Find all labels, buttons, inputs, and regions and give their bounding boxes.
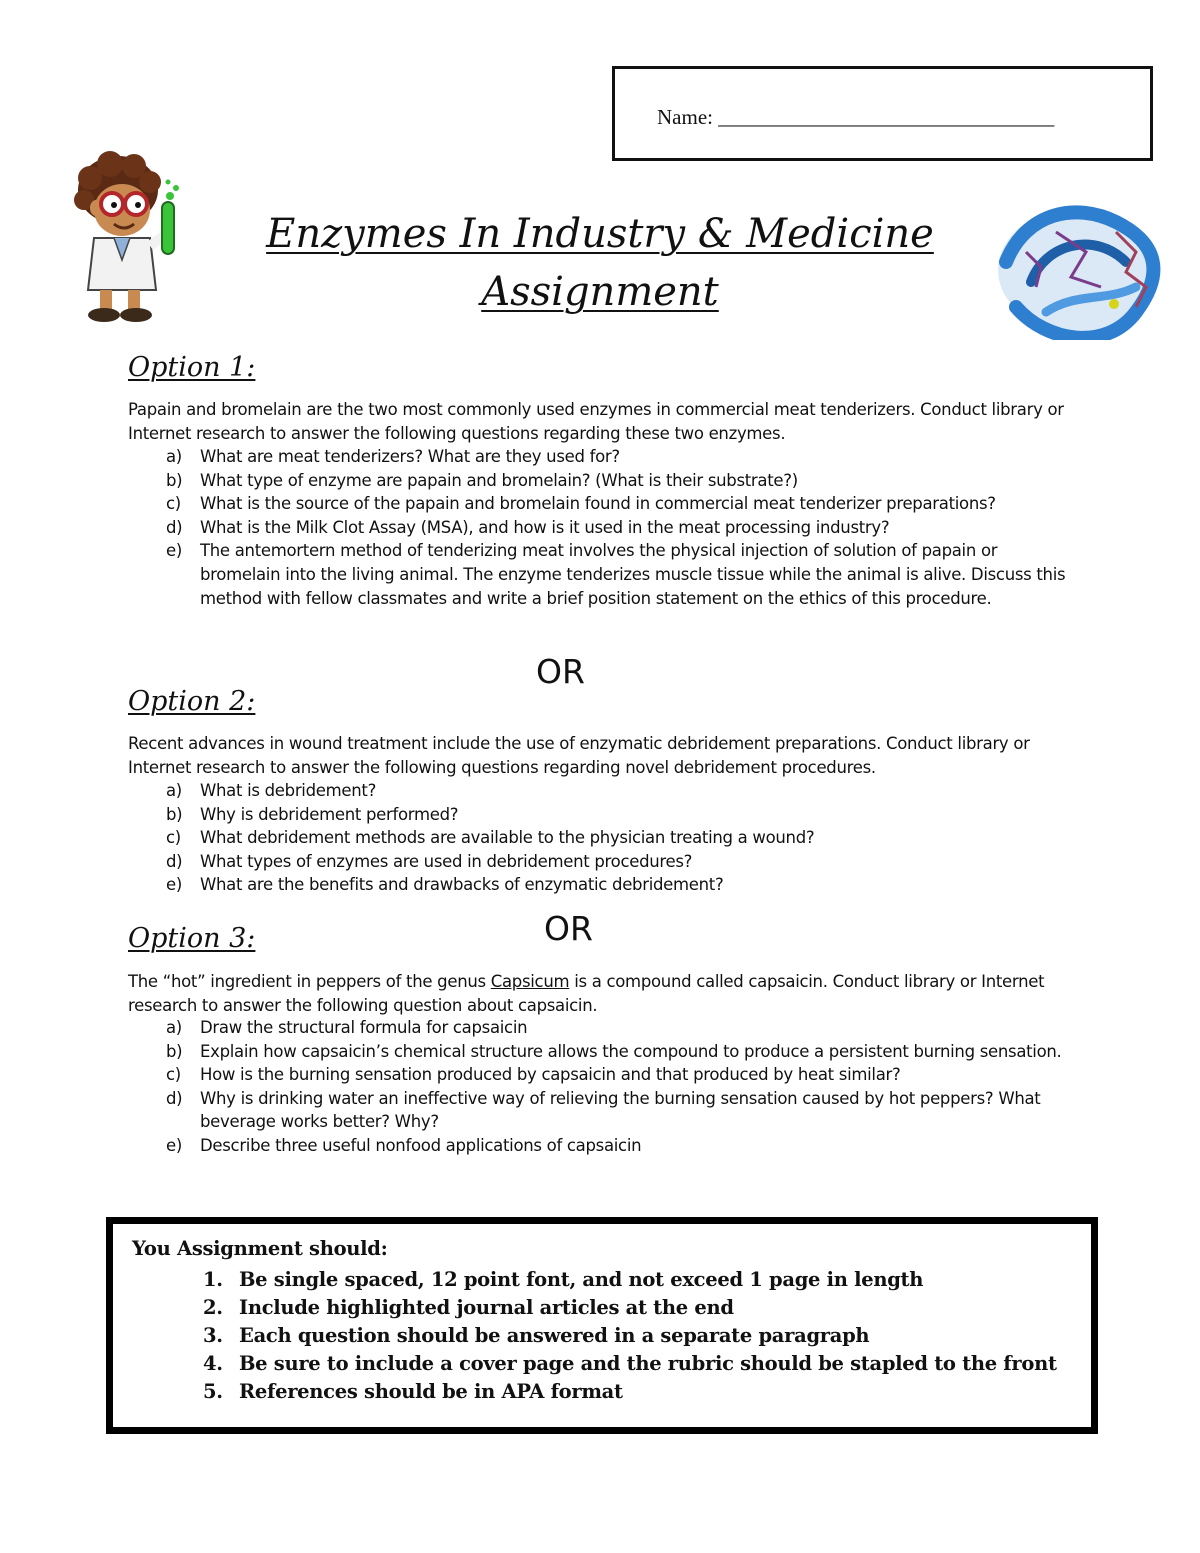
option-2-heading: Option 2: [128, 686, 256, 717]
intro-text: is a compound called capsaicin. Conduct library or Internet research to answer the following question about capsaicin. [128, 972, 1045, 1015]
list-item [203, 1294, 1057, 1322]
list-item [128, 539, 1068, 610]
title-line-2: Assignment [481, 269, 719, 315]
question-letter: b) [166, 1041, 183, 1061]
option-1-questions [128, 445, 1068, 610]
question-text: What is the source of the papain and bromelain found in commercial meat tenderizer preparations? [200, 494, 996, 514]
question-letter: b) [166, 470, 183, 490]
question-text: The antemortern method of tenderizing meat involves the physical injection of solution of papain or bromelain into the living animal. The enzyme tenderizes muscle tissue while the animal is alive. Discuss this method with fellow classmates and write a brief position statement on the ethics of this procedure. [200, 541, 1066, 608]
list-item [128, 445, 1068, 469]
list-item [128, 1016, 1068, 1040]
list-item [128, 516, 1068, 540]
question-text: Explain how capsaicin’s chemical structure allows the compound to produce a persistent burning sensation. [200, 1041, 1062, 1061]
name-box [612, 66, 1153, 161]
question-letter: a) [166, 1018, 182, 1037]
question-letter: c) [166, 494, 181, 514]
question-letter: c) [166, 1065, 181, 1085]
list-item [128, 873, 1068, 897]
list-item [203, 1378, 1057, 1406]
option-3-questions [128, 1016, 1068, 1158]
list-item [128, 803, 1068, 827]
list-item [128, 469, 1068, 493]
item-text: Be sure to include a cover page and the rubric should be stapled to the front [239, 1352, 1057, 1375]
option-1-intro: Papain and bromelain are the two most commonly used enzymes in commercial meat tenderizers. Conduct library or Internet research to answer the following questions regarding these two enzymes. [128, 400, 1064, 443]
item-text: Be single spaced, 12 point font, and not exceed 1 page in length [239, 1268, 924, 1291]
item-number: 2. [203, 1296, 223, 1319]
question-letter: a) [166, 781, 182, 800]
list-item [128, 850, 1068, 874]
list-item [128, 492, 1068, 516]
requirements-list [203, 1266, 1057, 1406]
list-item [128, 1087, 1068, 1134]
question-letter: d) [166, 517, 183, 537]
option-1-heading: Option 1: [128, 352, 256, 383]
title-line-1: Enzymes In Industry & Medicine [266, 211, 934, 257]
item-text: Each question should be answered in a separate paragraph [239, 1324, 870, 1347]
question-text: How is the burning sensation produced by capsaicin and that produced by heat similar? [200, 1065, 901, 1085]
question-letter: d) [166, 851, 183, 871]
question-text: What are the benefits and drawbacks of enzymatic debridement? [200, 875, 724, 895]
item-number: 4. [203, 1352, 223, 1375]
question-letter: e) [166, 875, 182, 895]
option-3-intro [128, 970, 1068, 1017]
item-text: References should be in APA format [239, 1380, 623, 1403]
option-2-questions [128, 779, 1068, 897]
question-text: What types of enzymes are used in debridement procedures? [200, 851, 693, 871]
enzyme-protein-structure-icon [986, 192, 1171, 340]
list-item [128, 1040, 1068, 1064]
question-text: What debridement methods are available to the physician treating a wound? [200, 828, 815, 848]
question-text: Draw the structural formula for capsaicin [200, 1018, 528, 1037]
list-item [128, 1134, 1068, 1158]
question-letter: c) [166, 828, 181, 848]
question-letter: d) [166, 1088, 183, 1108]
question-text: What is the Milk Clot Assay (MSA), and how is it used in the meat processing industry? [200, 517, 890, 537]
question-text: Describe three useful nonfood applications of capsaicin [200, 1135, 642, 1155]
page-title [200, 205, 1000, 321]
option-3-heading: Option 3: [128, 923, 256, 954]
question-letter: e) [166, 1135, 182, 1155]
option-2-intro: Recent advances in wound treatment include the use of enzymatic debridement preparations. Conduct library or Internet research to answer the following questions regarding novel debridement procedures. [128, 734, 1030, 777]
question-text: What type of enzyme are papain and bromelain? (What is their substrate?) [200, 470, 798, 490]
intro-text: The “hot” ingredient in peppers of the genus [128, 972, 491, 991]
name-field-label[interactable]: Name: ________________________________ [657, 105, 1055, 129]
or-divider-1: OR [536, 652, 585, 691]
list-item [203, 1350, 1057, 1378]
scientist-cartoon-icon [70, 150, 190, 325]
list-item [203, 1266, 1057, 1294]
question-text: What are meat tenderizers? What are they used for? [200, 447, 620, 466]
genus-name: Capsicum [490, 972, 570, 991]
question-text: Why is drinking water an ineffective way of relieving the burning sensation caused by hot peppers? What beverage works better? Why? [200, 1088, 1041, 1132]
question-letter: b) [166, 804, 183, 824]
item-number: 1. [203, 1268, 223, 1291]
list-item [203, 1322, 1057, 1350]
list-item [128, 826, 1068, 850]
question-text: Why is debridement performed? [200, 804, 459, 824]
question-letter: e) [166, 541, 182, 561]
or-divider-2: OR [544, 909, 593, 948]
item-text: Include highlighted journal articles at the end [239, 1296, 734, 1319]
list-item [128, 1063, 1068, 1087]
question-text: What is debridement? [200, 781, 377, 800]
question-letter: a) [166, 447, 182, 466]
list-item [128, 779, 1068, 803]
item-number: 5. [203, 1380, 223, 1403]
item-number: 3. [203, 1324, 223, 1347]
requirements-heading: You Assignment should: [132, 1237, 388, 1260]
requirements-box [106, 1217, 1098, 1434]
